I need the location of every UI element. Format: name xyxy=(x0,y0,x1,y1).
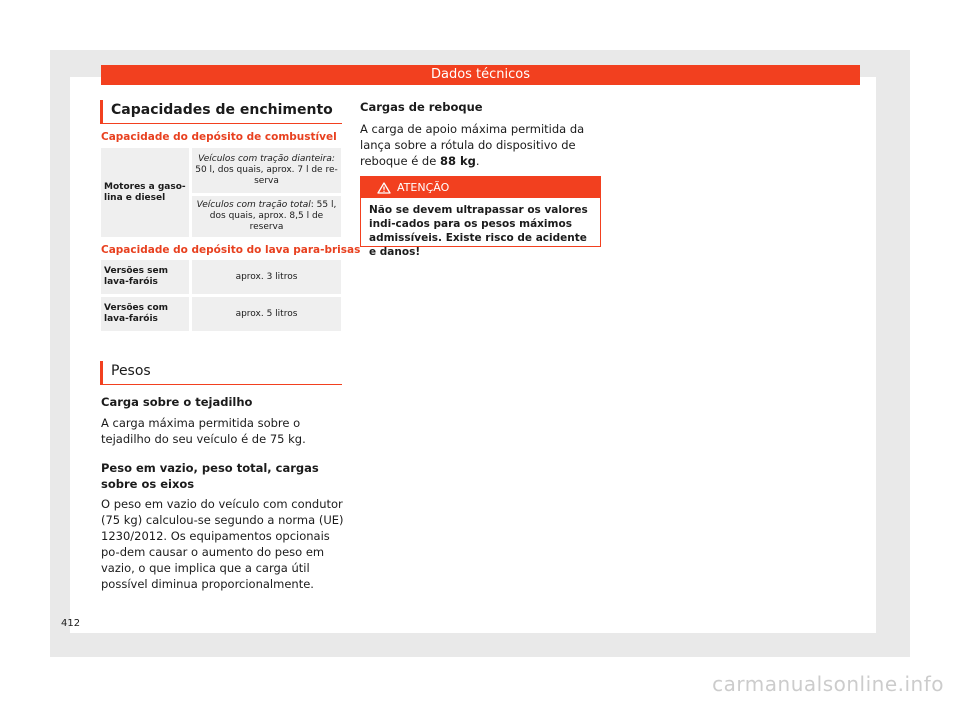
page-number: 412 xyxy=(61,618,81,629)
table-row xyxy=(101,297,341,331)
weight-heading: Peso em vazio, peso total, cargas sobre os eixos xyxy=(101,461,319,491)
warning-box xyxy=(360,176,601,258)
warning-title: ATENÇÃO xyxy=(397,181,450,194)
fuel-row-front xyxy=(189,148,341,193)
warning-text: Não se devem ultrapassar os valores indi-cados para os pesos máximos admissíveis. Existe risco de acidente e danos! xyxy=(369,204,588,258)
towing-text-after: . xyxy=(475,154,480,168)
section-title-capacidades: Capacidades de enchimento xyxy=(100,100,342,124)
towing-text xyxy=(360,121,605,169)
watermark: carmanualsonline.info xyxy=(712,672,944,696)
fuel-front-value: 50 l, dos quais, aprox. 7 l de re-serva xyxy=(195,165,338,186)
washer-row-label: Versões com lava-faróis xyxy=(101,297,189,331)
warning-triangle-icon xyxy=(377,182,391,194)
fuel-front-label: Veículos com tração dianteira: xyxy=(198,154,335,164)
washer-row-value: aprox. 3 litros xyxy=(189,260,341,294)
washer-row-label: Versões sem lava-faróis xyxy=(101,260,189,294)
washer-tank-heading: Capacidade do depósito do lava para-brisas xyxy=(101,244,361,256)
section-title-pesos: Pesos xyxy=(100,361,342,385)
table-row xyxy=(101,148,341,193)
chapter-header: Dados técnicos xyxy=(101,65,860,85)
towing-text-before: A carga de apoio máxima permitida da lança sobre a rótula do dispositivo de reboque é de xyxy=(360,122,585,168)
fuel-tank-table xyxy=(101,145,341,240)
weight-text: O peso em vazio do veículo com condutor (75 kg) calculou-se segundo a norma (UE) 1230/2012. Os equipamentos opcionais po-dem causar o aumento do peso em vazio, o que implica que a carga útil possível diminua proporcionalmente. xyxy=(101,497,344,591)
washer-tank-table xyxy=(101,257,341,334)
table-row xyxy=(101,260,341,294)
fuel-row-awd xyxy=(189,196,341,237)
towing-heading: Cargas de reboque xyxy=(360,100,483,114)
fuel-awd-label: Veículos com tração total xyxy=(196,200,311,210)
warning-header xyxy=(361,177,600,198)
fuel-engine-label: Motores a gaso-lina e diesel xyxy=(101,148,189,237)
towing-value: 88 kg xyxy=(439,154,476,168)
washer-row-value: aprox. 5 litros xyxy=(189,297,341,331)
fuel-tank-heading: Capacidade do depósito de combustível xyxy=(101,131,337,143)
fuel-awd-value: : 55 l, dos quais, aprox. 8,5 l de reserva xyxy=(209,200,337,232)
roof-load-heading: Carga sobre o tejadilho xyxy=(101,395,253,409)
roof-load-text: A carga máxima permitida sobre o tejadilho do seu veículo é de 75 kg. xyxy=(101,416,306,446)
